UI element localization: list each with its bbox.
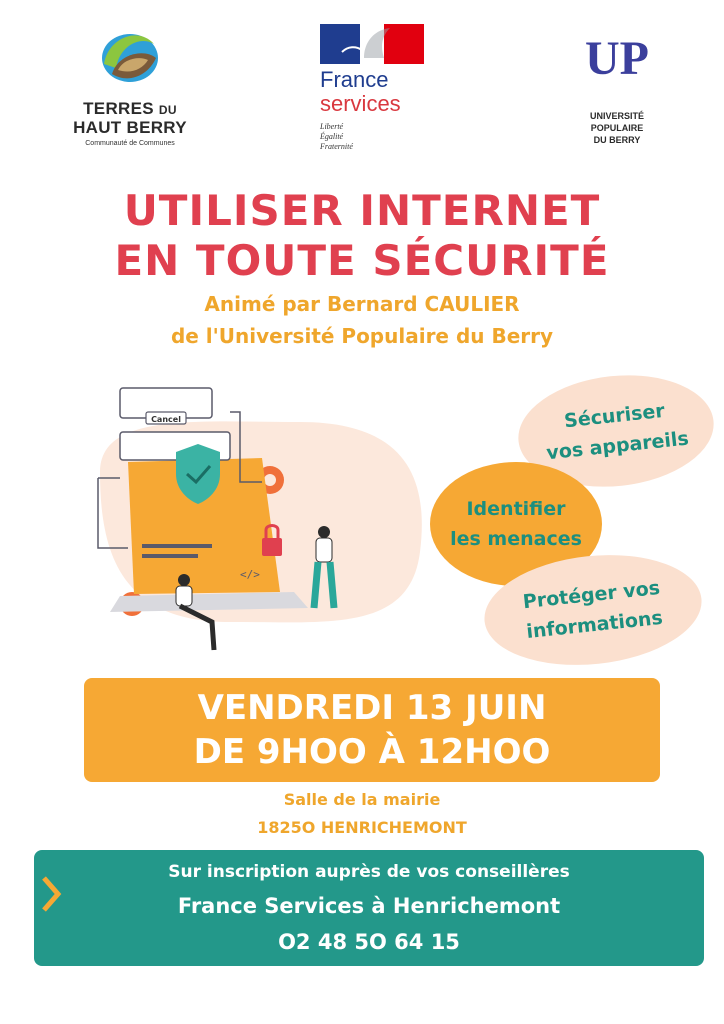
- up-logo-mark-icon: [584, 28, 650, 88]
- terres-du-haut-berry-subtitle: Communauté de Communes: [85, 140, 175, 147]
- universite-populaire-name: UNIVERSITÉ POPULAIRE DU BERRY: [589, 111, 644, 145]
- page-title: UTILISER INTERNET EN TOUTE SÉCURITÉ: [114, 186, 610, 285]
- terres-du-haut-berry-logo: [60, 24, 200, 154]
- event-time: DE 9HOO À 12HOO: [193, 732, 551, 772]
- terres-du-haut-berry-name: TERRES DU HAUT BERRY: [73, 99, 187, 137]
- registration-info-box: [34, 850, 704, 966]
- terres-du-haut-berry-emblem-icon: [98, 24, 160, 86]
- code-label: </>: [240, 568, 260, 581]
- up-mark-text: UP: [585, 32, 649, 85]
- france-services-france: France: [320, 67, 389, 92]
- event-date-banner: [84, 678, 660, 782]
- marianne-flag-icon: [320, 24, 424, 64]
- republic-motto: Liberté Égalité Fraternité: [320, 122, 353, 151]
- registration-office: France Services à Henrichemont: [177, 894, 561, 918]
- presenter-subtitle: Animé par Bernard CAULIER de l'Université Populaire du Berry: [170, 292, 554, 348]
- universite-populaire-logo: [572, 28, 662, 158]
- event-venue: Salle de la mairie 1825O HENRICHEMONT: [257, 790, 467, 837]
- bubble-identify-threats: Identifier les menaces: [430, 462, 602, 586]
- event-date: VENDREDI 13 JUIN: [197, 688, 547, 728]
- cybersecurity-illustration: [80, 382, 440, 672]
- registration-phone: O2 48 5O 64 15: [278, 930, 460, 954]
- france-services-services: services: [320, 91, 401, 116]
- bubble-secure-devices: Sécuriser vos appareils: [513, 366, 719, 496]
- cancel-label: Cancel: [151, 415, 181, 424]
- france-services-logo: [312, 24, 432, 154]
- registration-note: Sur inscription auprès de vos conseillères: [168, 862, 570, 882]
- bubble-protect-information: Protéger vos informations: [479, 545, 707, 675]
